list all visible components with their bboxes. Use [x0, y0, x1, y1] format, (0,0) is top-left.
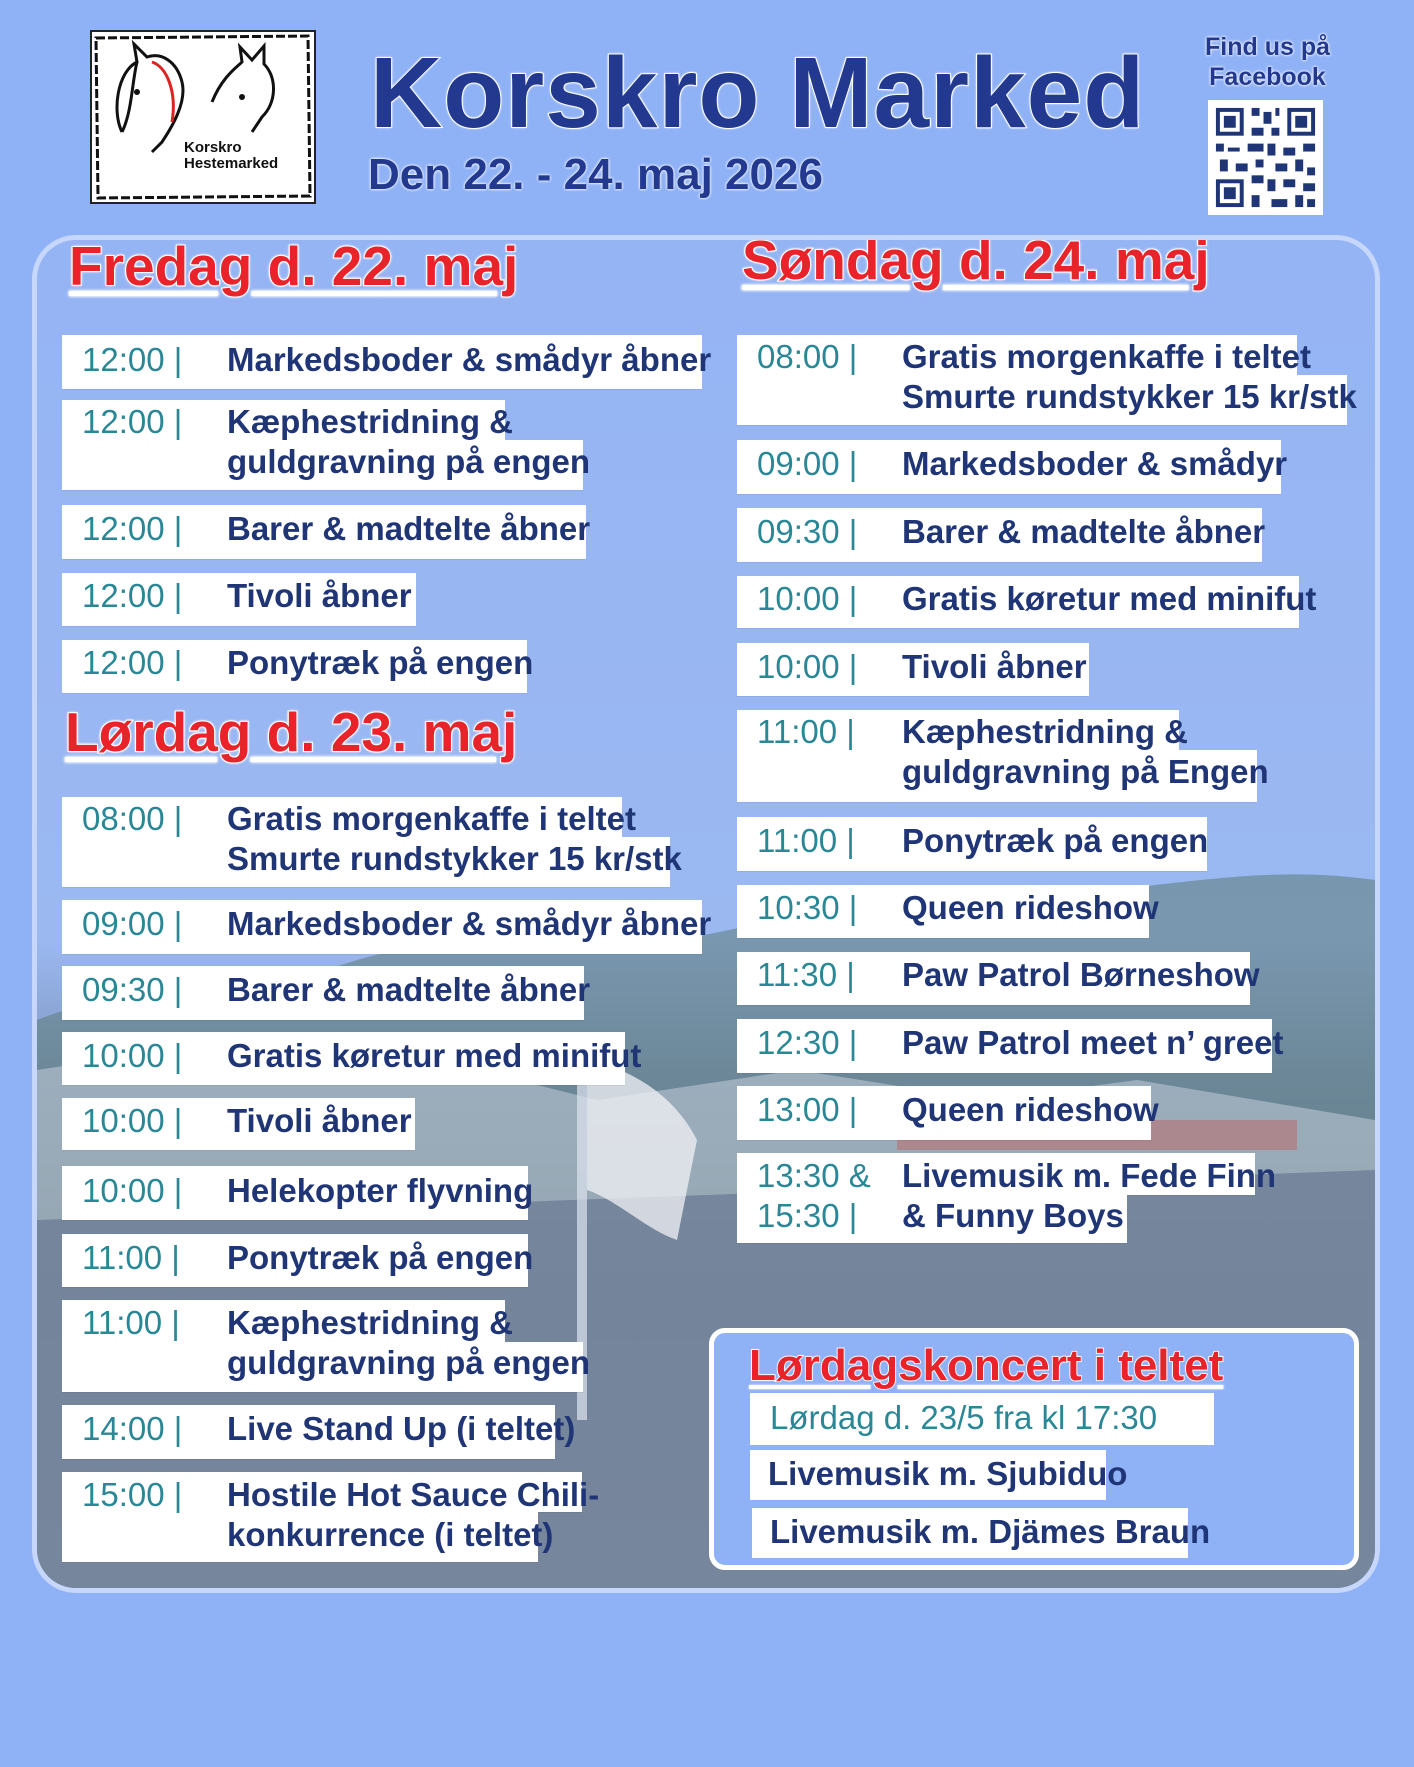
page-subtitle: Den 22. - 24. maj 2026: [368, 150, 823, 199]
logo-line-2: Hestemarked: [184, 155, 279, 172]
item-time: 13:30 & 15:30 |: [757, 1157, 871, 1234]
item-time: 10:00 |: [82, 1102, 183, 1139]
item-time: 09:00 |: [82, 905, 183, 942]
concert-box: [709, 1328, 1359, 1570]
item-time: 08:00 |: [82, 800, 183, 837]
item-activity: Kæphestridning & guldgravning på Engen: [902, 713, 1269, 790]
item-activity: Queen rideshow: [902, 889, 1159, 926]
concert-act: Livemusik m. Sjubiduo: [768, 1455, 1128, 1492]
item-activity: Barer & madtelte åbner: [227, 510, 591, 547]
item-time: 12:00 |: [82, 341, 183, 378]
qr-code-icon[interactable]: [1208, 100, 1323, 215]
item-time: 10:00 |: [82, 1172, 183, 1209]
item-time: 13:00 |: [757, 1091, 858, 1128]
item-time: 12:00 |: [82, 577, 183, 614]
item-activity: Paw Patrol meet n’ greet: [902, 1024, 1284, 1061]
item-time: 09:00 |: [757, 445, 858, 482]
item-activity: Helekopter flyvning: [227, 1172, 534, 1209]
item-activity: Gratis køretur med minifut: [902, 580, 1317, 617]
concert-date: Lørdag d. 23/5 fra kl 17:30: [770, 1399, 1158, 1436]
item-time: 12:00 |: [82, 403, 183, 440]
item-activity: Live Stand Up (i teltet): [227, 1410, 576, 1447]
item-time: 10:00 |: [757, 580, 858, 617]
item-activity: Barer & madtelte åbner: [902, 513, 1266, 550]
logo: [90, 30, 316, 204]
item-time: 11:30 |: [757, 956, 855, 993]
item-time: 10:30 |: [757, 889, 858, 926]
item-time: 10:00 |: [82, 1037, 183, 1074]
item-time: 12:30 |: [757, 1024, 858, 1061]
item-activity: Paw Patrol Børneshow: [902, 956, 1260, 993]
item-activity: Markedsboder & smådyr åbner: [227, 905, 712, 942]
item-activity: Gratis morgenkaffe i teltet Smurte rundstykker 15 kr/stk: [902, 338, 1357, 415]
item-activity: Ponytræk på engen: [227, 1239, 534, 1276]
item-time: 11:00 |: [82, 1239, 180, 1276]
page-title: Korskro Marked: [370, 37, 1146, 149]
item-activity: Kæphestridning & guldgravning på engen: [227, 403, 591, 480]
item-activity: Kæphestridning & guldgravning på engen: [227, 1304, 591, 1381]
list-item: [752, 1508, 1211, 1558]
list-item: [750, 1450, 1128, 1500]
item-activity: Barer & madtelte åbner: [227, 971, 591, 1008]
item-time: 11:00 |: [757, 822, 855, 859]
item-activity: Markedsboder & smådyr: [902, 445, 1288, 482]
friday-heading: Fredag d. 22. maj: [69, 235, 519, 297]
item-activity: Gratis køretur med minifut: [227, 1037, 642, 1074]
item-time: 15:00 |: [82, 1476, 183, 1513]
item-activity: Markedsboder & smådyr åbner: [227, 341, 712, 378]
concert-heading: Lørdagskoncert i teltet: [749, 1341, 1224, 1390]
item-time: 11:00 |: [82, 1304, 180, 1341]
item-activity: Tivoli åbner: [227, 1102, 412, 1139]
horse-logo-icon: [92, 32, 314, 202]
item-activity: Ponytræk på engen: [902, 822, 1209, 859]
item-activity: Hostile Hot Sauce Chili- konkurrence (i teltet): [227, 1476, 600, 1553]
facebook-label-line-1: Find us på: [1205, 33, 1330, 61]
item-time: 11:00 |: [757, 713, 855, 750]
sunday-heading: Søndag d. 24. maj: [742, 235, 1210, 291]
item-activity: Ponytræk på engen: [227, 644, 534, 681]
item-time: 08:00 |: [757, 338, 858, 375]
item-time: 14:00 |: [82, 1410, 183, 1447]
logo-line-1: Korskro: [184, 139, 242, 156]
item-time: 10:00 |: [757, 648, 858, 685]
item-activity: Tivoli åbner: [227, 577, 412, 614]
item-time: 12:00 |: [82, 510, 183, 547]
item-activity: Queen rideshow: [902, 1091, 1159, 1128]
item-activity: Tivoli åbner: [902, 648, 1087, 685]
facebook-label-line-2: Facebook: [1209, 63, 1326, 91]
concert-act: Livemusik m. Djämes Braun: [770, 1513, 1211, 1550]
item-time: 09:30 |: [757, 513, 858, 550]
concert-date-row: [750, 1393, 1214, 1445]
item-time: 09:30 |: [82, 971, 183, 1008]
saturday-heading: Lørdag d. 23. maj: [65, 701, 518, 763]
item-activity: Gratis morgenkaffe i teltet Smurte rundstykker 15 kr/stk: [227, 800, 682, 877]
item-time: 12:00 |: [82, 644, 183, 681]
facebook-label: [1205, 32, 1330, 92]
qr-code-graphic: [1208, 100, 1323, 215]
item-activity: Livemusik m. Fede Finn & Funny Boys: [902, 1157, 1277, 1234]
